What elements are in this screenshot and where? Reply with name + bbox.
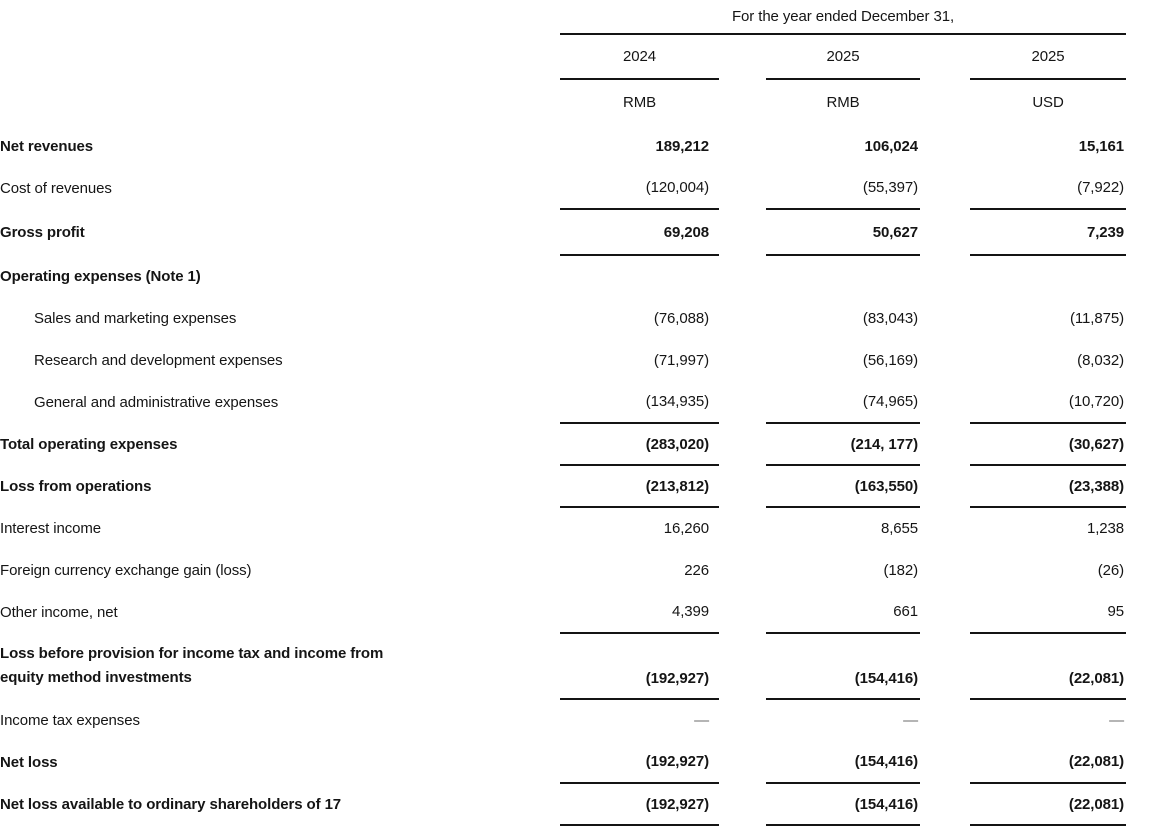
value-cell: (76,088) [653, 309, 709, 327]
value-cell: 226 [684, 561, 709, 579]
row-label-text: Loss before provision for income tax and income from equity method investments [0, 645, 384, 686]
column-gap [719, 125, 766, 167]
column-gap [719, 423, 766, 465]
table-row-foreign-currency [0, 549, 1126, 591]
value-cell: 4,399 [560, 591, 719, 633]
value-cell [970, 255, 1126, 297]
value-cell: (192,927) [560, 633, 719, 699]
table-row-net-loss [0, 741, 1126, 783]
row-label: Total operating expenses [0, 435, 178, 453]
value-cell: 1,238 [1086, 520, 1124, 537]
value-cell: — [903, 712, 918, 729]
value-cell: (154,416) [766, 783, 920, 825]
year-header-2025-rmb: 2025 [766, 34, 920, 79]
value-cell: (10,720) [970, 381, 1126, 423]
table-row-operating-expenses-header [0, 255, 1126, 297]
currency-header-rmb-2025: RMB [826, 94, 860, 111]
row-label: Sales and marketing expenses [34, 309, 237, 327]
value-cell: (8,032) [1077, 351, 1124, 369]
value-cell: (71,997) [653, 351, 709, 369]
value-cell: (7,922) [970, 167, 1126, 209]
row-label: Cost of revenues [0, 179, 112, 197]
table-row-general-administrative [0, 381, 1126, 423]
value-cell: (22,081) [970, 783, 1126, 825]
value-cell: (283,020) [560, 423, 719, 465]
value-cell: (163,550) [766, 465, 920, 507]
column-gap [719, 783, 766, 825]
column-gap [920, 591, 970, 633]
column-gap [719, 297, 766, 339]
column-gap [719, 339, 766, 381]
value-cell: 7,239 [970, 209, 1126, 255]
column-gap [920, 507, 970, 549]
value-cell: 16,260 [663, 520, 709, 537]
row-label: Operating expenses (Note 1) [0, 267, 201, 285]
table-row-interest-income [0, 507, 1126, 549]
currency-header-rmb-2024: RMB [622, 94, 657, 111]
table-row-sales-marketing [0, 297, 1126, 339]
column-gap [920, 783, 970, 825]
column-gap [920, 381, 970, 423]
column-gap [719, 507, 766, 549]
table-row-loss-before-tax [0, 633, 1126, 699]
value-cell: 69,208 [560, 209, 719, 255]
row-label: Interest income [0, 519, 102, 537]
row-label: Net revenues [0, 137, 94, 155]
column-gap [920, 34, 970, 79]
column-gap [920, 339, 970, 381]
table-row-net-loss-available [0, 783, 1126, 825]
column-gap [920, 633, 970, 699]
column-gap [920, 167, 970, 209]
value-cell: (55,397) [766, 167, 920, 209]
row-label: Gross profit [0, 223, 85, 241]
table-row-gross-profit [0, 209, 1126, 255]
column-gap [920, 549, 970, 591]
value-cell: (154,416) [766, 633, 920, 699]
table-row-net-revenues [0, 125, 1126, 167]
value-cell: (26) [1097, 561, 1124, 579]
row-label: Net loss [0, 753, 58, 771]
period-header: For the year ended December 31, [560, 0, 1126, 34]
row-label: General and administrative expenses [34, 393, 279, 411]
column-gap [719, 633, 766, 699]
value-cell: (120,004) [560, 167, 719, 209]
table-row-cost-of-revenues [0, 167, 1126, 209]
table-row-total-operating-expenses [0, 423, 1126, 465]
table-row-period-header [0, 0, 1126, 34]
column-gap [920, 465, 970, 507]
value-cell: (192,927) [560, 741, 719, 783]
value-cell: (56,169) [862, 351, 918, 369]
table-row-research-development [0, 339, 1126, 381]
empty-cell [0, 79, 560, 125]
table-row-income-tax [0, 699, 1126, 741]
value-cell: (30,627) [970, 423, 1126, 465]
column-gap [719, 167, 766, 209]
value-cell: — [1109, 712, 1124, 729]
value-cell: (22,081) [970, 633, 1126, 699]
value-cell: 189,212 [655, 137, 709, 155]
currency-header-usd-2025: USD [1032, 94, 1064, 111]
table-row-other-income [0, 591, 1126, 633]
empty-cell [0, 34, 560, 79]
column-gap [920, 699, 970, 741]
value-cell: (192,927) [560, 783, 719, 825]
value-cell [766, 255, 920, 297]
value-cell: 15,161 [1078, 137, 1124, 155]
column-gap [719, 741, 766, 783]
column-gap [719, 465, 766, 507]
value-cell: 95 [970, 591, 1126, 633]
value-cell: (213,812) [560, 465, 719, 507]
column-gap [920, 255, 970, 297]
column-gap [920, 125, 970, 167]
value-cell: — [694, 712, 709, 729]
value-cell: (182) [883, 561, 918, 579]
year-header-2025-usd: 2025 [970, 34, 1126, 79]
row-label: Loss from operations [0, 477, 152, 495]
value-cell: (23,388) [970, 465, 1126, 507]
value-cell: (134,935) [560, 381, 719, 423]
value-cell: (214, 177) [766, 423, 920, 465]
row-label [0, 633, 560, 699]
value-cell: 50,627 [766, 209, 920, 255]
column-gap [920, 209, 970, 255]
column-gap [920, 297, 970, 339]
value-cell: (11,875) [1070, 309, 1124, 327]
column-gap [719, 79, 766, 125]
year-header-2024: 2024 [560, 34, 719, 79]
column-gap [719, 209, 766, 255]
column-gap [719, 549, 766, 591]
row-label: Foreign currency exchange gain (loss) [0, 561, 252, 579]
row-label: Net loss available to ordinary shareholders of 17 [0, 795, 342, 813]
value-cell [560, 255, 719, 297]
table-row-years [0, 34, 1126, 79]
column-gap [719, 381, 766, 423]
value-cell: (22,081) [970, 741, 1126, 783]
column-gap [719, 34, 766, 79]
value-cell: 661 [766, 591, 920, 633]
column-gap [719, 699, 766, 741]
value-cell: (74,965) [766, 381, 920, 423]
empty-cell [0, 0, 560, 34]
value-cell: (154,416) [766, 741, 920, 783]
column-gap [920, 423, 970, 465]
value-cell: (83,043) [862, 309, 918, 327]
column-gap [719, 591, 766, 633]
row-label: Other income, net [0, 603, 118, 621]
value-cell: 106,024 [864, 137, 918, 155]
table-row-loss-from-operations [0, 465, 1126, 507]
column-gap [719, 255, 766, 297]
row-label: Income tax expenses [0, 711, 140, 729]
column-gap [920, 79, 970, 125]
column-gap [920, 741, 970, 783]
row-label: Research and development expenses [34, 351, 283, 369]
table-row-currencies [0, 79, 1126, 125]
value-cell: 8,655 [880, 520, 918, 537]
